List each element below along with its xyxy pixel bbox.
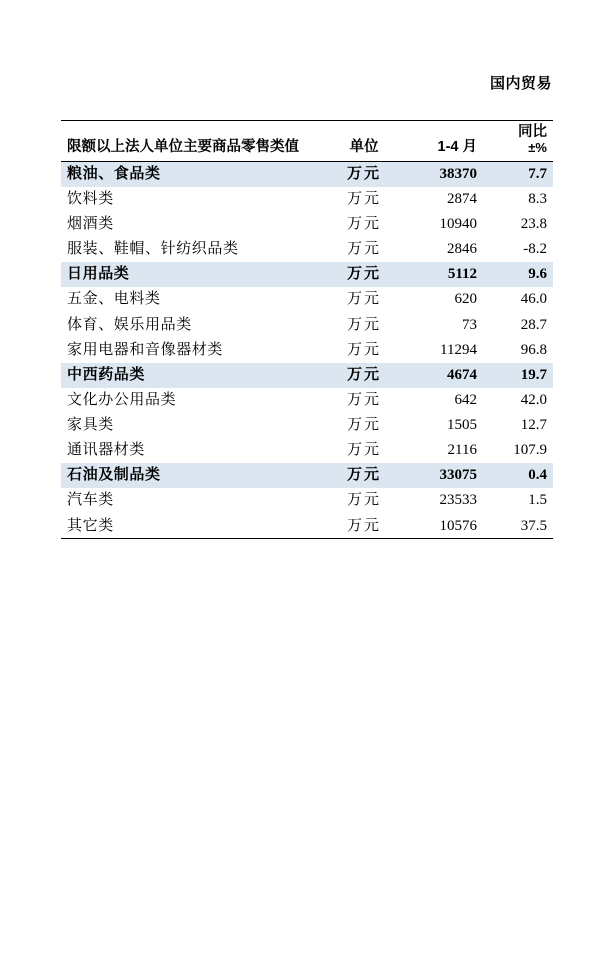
- cell-unit: 万元: [331, 463, 397, 488]
- cell-unit: 万元: [346, 492, 381, 509]
- cell-category: 日用品类: [61, 262, 331, 287]
- cell-yoy: 7.7: [483, 161, 553, 187]
- cell-value: 2874: [447, 190, 477, 207]
- retail-sales-table: [61, 120, 553, 539]
- cell-category: 通讯器材类: [67, 442, 146, 459]
- table-row: [61, 212, 553, 237]
- cell-unit: 万元: [331, 161, 397, 187]
- table-header: [61, 121, 553, 162]
- table-row: [61, 463, 553, 488]
- cell-value: 1505: [447, 417, 477, 434]
- cell-value: 38370: [397, 161, 483, 187]
- cell-yoy: 8.3: [528, 190, 547, 207]
- cell-category: 中西药品类: [61, 363, 331, 388]
- cell-value: 23533: [439, 492, 477, 509]
- cell-yoy: 37.5: [483, 513, 553, 539]
- cell-category: 粮油、食品类: [61, 161, 331, 187]
- cell-unit: 万元: [346, 216, 381, 233]
- table-row: [61, 287, 553, 312]
- cell-category: 家具类: [67, 417, 114, 434]
- section-title: 国内贸易: [489, 75, 552, 92]
- cell-value: 620: [454, 291, 477, 308]
- cell-value: 73: [462, 316, 477, 333]
- cell-unit: 万元: [346, 417, 381, 434]
- cell-yoy: 0.4: [483, 463, 553, 488]
- table-row: [61, 187, 553, 212]
- table-row: [61, 438, 553, 463]
- cell-value: 11294: [440, 341, 477, 358]
- column-header-yoy-line1: 同比: [518, 124, 547, 140]
- cell-value: 642: [454, 391, 477, 408]
- table-row: [61, 161, 553, 187]
- cell-value: 10940: [439, 216, 477, 233]
- column-header-category: 限额以上法人单位主要商品零售类值: [61, 121, 331, 162]
- table-row: [61, 312, 553, 337]
- cell-value: 2116: [447, 442, 477, 459]
- cell-yoy: 28.7: [520, 316, 547, 333]
- table-row: [61, 488, 553, 513]
- cell-category: 家用电器和音像器材类: [67, 341, 224, 358]
- cell-unit: 万元: [346, 341, 381, 358]
- column-header-unit: 单位: [331, 121, 397, 162]
- cell-unit: 万元: [346, 391, 381, 408]
- cell-category: 体育、娱乐用品类: [67, 316, 192, 333]
- table-row: [61, 262, 553, 287]
- cell-yoy: -8.2: [523, 241, 547, 258]
- cell-value: 10576: [397, 513, 483, 539]
- table-row: [61, 337, 553, 362]
- cell-yoy: 23.8: [520, 216, 547, 233]
- cell-yoy: 9.6: [483, 262, 553, 287]
- table-row: [61, 413, 553, 438]
- cell-value: 2846: [447, 241, 477, 258]
- cell-yoy: 42.0: [520, 391, 547, 408]
- cell-unit: 万元: [331, 262, 397, 287]
- cell-unit: 万元: [331, 513, 397, 539]
- table-row: [61, 363, 553, 388]
- column-header-yoy: [483, 121, 553, 162]
- cell-yoy: 19.7: [483, 363, 553, 388]
- cell-yoy: 96.8: [520, 341, 547, 358]
- cell-category: 文化办公用品类: [67, 391, 177, 408]
- cell-category: 其它类: [61, 513, 331, 539]
- cell-value: 5112: [397, 262, 483, 287]
- cell-yoy: 46.0: [520, 291, 547, 308]
- column-header-period: 1-4 月: [397, 121, 483, 162]
- cell-category: 汽车类: [67, 492, 114, 509]
- cell-category: 烟酒类: [67, 216, 114, 233]
- cell-category: 饮料类: [67, 190, 114, 207]
- table-body: [61, 161, 553, 539]
- table-row: [61, 388, 553, 413]
- cell-unit: 万元: [346, 316, 381, 333]
- cell-yoy: 107.9: [513, 442, 547, 459]
- cell-yoy: 12.7: [520, 417, 547, 434]
- cell-unit: 万元: [346, 442, 381, 459]
- cell-unit: 万元: [346, 291, 381, 308]
- table-row: [61, 237, 553, 262]
- cell-unit: 万元: [346, 241, 381, 258]
- cell-category: 石油及制品类: [61, 463, 331, 488]
- table-row: [61, 513, 553, 539]
- cell-unit: 万元: [331, 363, 397, 388]
- cell-yoy: 1.5: [528, 492, 547, 509]
- column-header-yoy-line2: ±%: [528, 139, 547, 155]
- cell-value: 33075: [397, 463, 483, 488]
- table-header-row: [61, 121, 553, 162]
- cell-category: 服装、鞋帽、针纺织品类: [67, 241, 239, 258]
- cell-category: 五金、电料类: [67, 291, 161, 308]
- cell-value: 4674: [397, 363, 483, 388]
- cell-unit: 万元: [346, 190, 381, 207]
